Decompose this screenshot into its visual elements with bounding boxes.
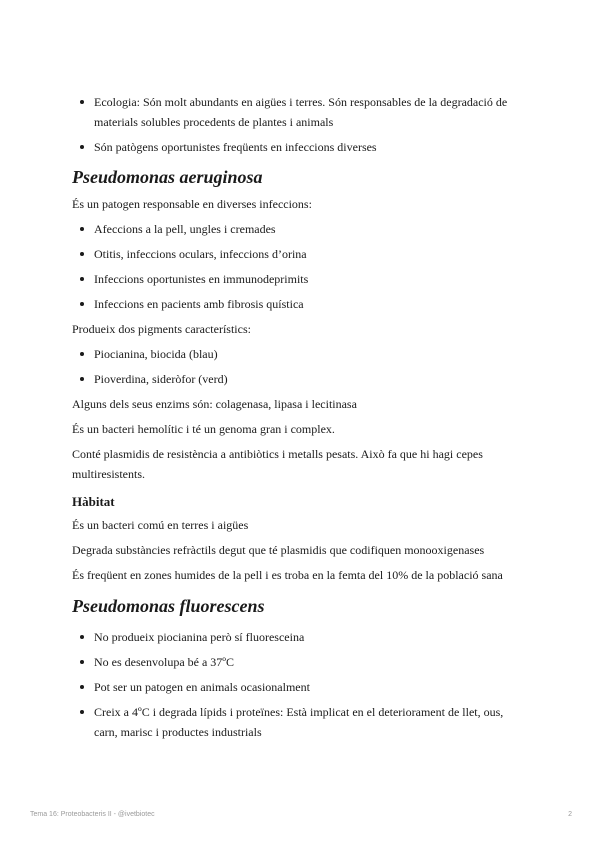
pigments-intro: Produeix dos pigments característics: — [72, 322, 251, 336]
list-item: Infeccions en pacients amb fibrosis quística — [72, 294, 522, 314]
fluorescens-heading: Pseudomonas fluorescens — [72, 596, 265, 616]
list-item: Otitis, infeccions oculars, infeccions d’orina — [72, 244, 522, 264]
list-item: Afeccions a la pell, ungles i cremades — [72, 219, 522, 239]
intro-bullet-list — [72, 92, 522, 157]
habitat-heading: Hàbitat — [72, 494, 115, 509]
list-item: Són patògens oportunistes freqüents en infeccions diverses — [72, 137, 522, 157]
list-item: Creix a 4ºC i degrada lípids i proteïnes: Està implicat en el deteriorament de llet, ous, carn, marisc i productes industrials — [72, 702, 522, 742]
plasmids-text: Conté plasmidis de resistència a antibiòtics i metalls pesats. Això fa que hi hagi cepes multiresistents. — [72, 447, 483, 481]
fluorescens-heading-wrap — [72, 594, 522, 618]
footer-title: Tema 16: Proteobacteris II - @ivetbiotec — [30, 811, 155, 818]
list-item: No produeix piocianina però sí fluoresceina — [72, 627, 522, 647]
list-item: Piocianina, biocida (blau) — [72, 344, 522, 364]
pigments-list — [72, 344, 522, 389]
fluorescens-list — [72, 627, 522, 742]
list-item: Pot ser un patogen en animals ocasionalment — [72, 677, 522, 697]
infections-list — [72, 219, 522, 314]
habitat-line: És un bacteri comú en terres i aigües — [72, 518, 249, 532]
list-item: Infeccions oportunistes en immunodeprimits — [72, 269, 522, 289]
habitat-heading-wrap — [72, 492, 522, 512]
aeruginosa-heading-wrap — [72, 165, 522, 189]
list-item: Ecologia: Són molt abundants en aigües i terres. Són responsables de la degradació de materials solubles procedents de plantes i animals — [72, 92, 522, 132]
habitat-line: És freqüent en zones humides de la pell i es troba en la femta del 10% de la població sana — [72, 568, 503, 582]
page-number: 2 — [568, 811, 572, 818]
genome-text: És un bacteri hemolític i té un genoma gran i complex. — [72, 422, 335, 436]
list-item: Pioverdina, sideròfor (verd) — [72, 369, 522, 389]
document-page — [72, 92, 522, 747]
aeruginosa-intro: És un patogen responsable en diverses infeccions: — [72, 197, 312, 211]
aeruginosa-heading: Pseudomonas aeruginosa — [72, 167, 263, 187]
enzymes-text: Alguns dels seus enzims són: colagenasa, lipasa i lecitinasa — [72, 397, 357, 411]
list-item: No es desenvolupa bé a 37ºC — [72, 652, 522, 672]
habitat-line: Degrada substàncies refràctils degut que té plasmidis que codifiquen monooxigenases — [72, 543, 485, 557]
